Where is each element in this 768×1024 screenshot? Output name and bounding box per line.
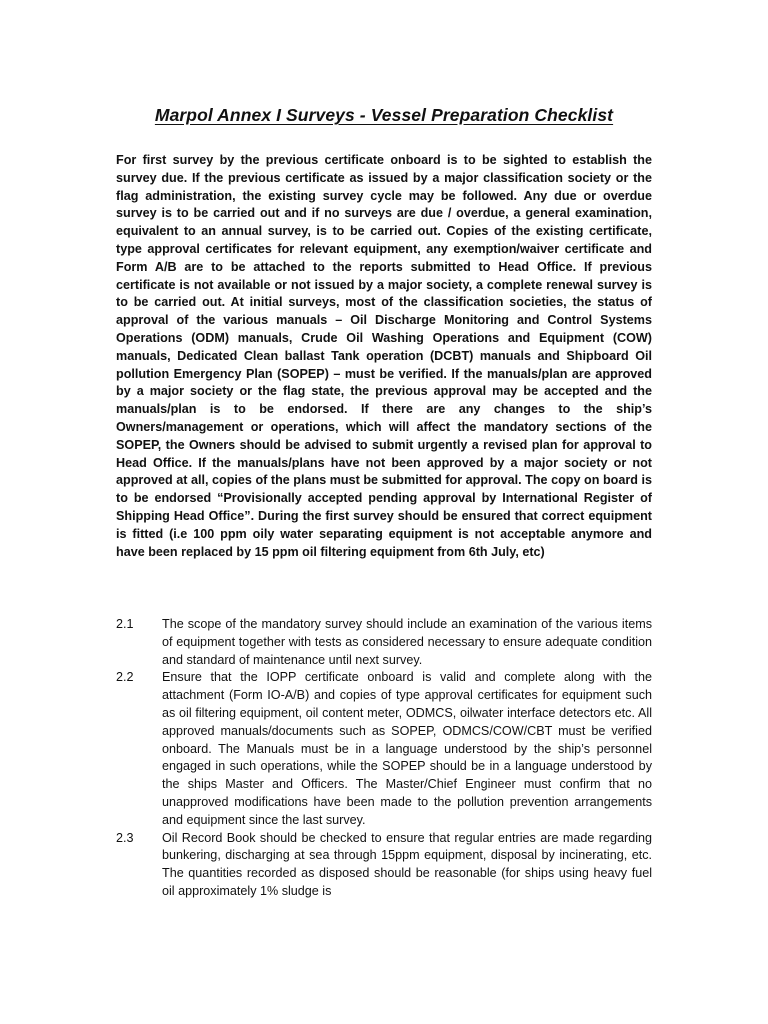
list-item — [116, 669, 652, 829]
list-item — [116, 830, 652, 901]
item-text: Oil Record Book should be checked to ensure that regular entries are made regarding bunkering, discharging at sea through 15ppm equipment, disposal by incinerating, etc. The quantities recorded as disposed should be reasonable (for ships using heavy fuel oil approximately 1% sludge is — [162, 830, 652, 898]
list-item — [116, 616, 652, 669]
item-number: 2.1 — [116, 617, 134, 631]
numbered-items-list — [116, 616, 652, 901]
item-text: The scope of the mandatory survey should include an examination of the various items of equipment together with tests as considered necessary to ensure adequate condition and standard of maintenance until next survey. — [162, 617, 652, 667]
item-number: 2.3 — [116, 830, 134, 845]
document-title: Marpol Annex I Surveys - Vessel Preparation Checklist — [154, 105, 614, 125]
item-text: Ensure that the IOPP certificate onboard is valid and complete along with the attachment (Form IO-A/B) and copies of type approval certificates for equipment such as oil filtering equipment, oil content meter, ODMCS, oilwater interface detectors etc. All approved manuals/documents such as SOPEP, ODMCS/COW/CBT must be verified onboard. The Manuals must be in a language understood by the ship’s personnel engaged in such operations, while the SOPEP should be in a language understood by the ships Master and Officers. The Master/Chief Engineer must confirm that no unapproved modifications have been made to the pollution prevention arrangements and equipment since the last survey. — [162, 670, 652, 827]
intro-paragraph: For first survey by the previous certificate onboard is to be sighted to establish the survey due. If the previous certificate as issued by a major classification society or the flag administration, the existing survey cycle may be followed. Any due or overdue survey is to be carried out and if no surveys are due / overdue, a general examination, equivalent to an annual survey, is to be carried out. Copies of the existing certificate, type approval certificates for relevant equipment, any exemption/waiver certificate and Form A/B are to be attached to the reports submitted to Head Office. If previous certificate is not available or not issued by a major society, a complete renewal survey is to be carried out. At initial surveys, most of the classification societies, the status of approval of the various manuals – Oil Discharge Monitoring and Control Systems Operations (ODM) manuals, Crude Oil Washing Operations and Equipment (COW) manuals, Dedicated Clean ballast Tank operation (DCBT) manuals and Shipboard Oil pollution Emergency Plan (SOPEP) – must be verified. If the manuals/plan are approved by a major society or the flag state, the previous approval may be accepted and the manuals/plan is to be endorsed. If there are any changes to the ship’s Owners/management or operations, which will affect the mandatory sections of the SOPEP, the Owners should be advised to submit urgently a revised plan for approval to Head Office. If the manuals/plans have not been approved by a major society or not approved at all, copies of the plans must be submitted for approval. The copy on board is to be endorsed “Provisionally accepted pending approval by International Register of Shipping Head Office”. During the first survey should be ensured that correct equipment is fitted (i.e 100 ppm oily water separating equipment is not acceptable anymore and have been replaced by 15 ppm oil filtering equipment from 6th July, etc) — [116, 153, 652, 559]
item-number: 2.2 — [116, 670, 134, 685]
